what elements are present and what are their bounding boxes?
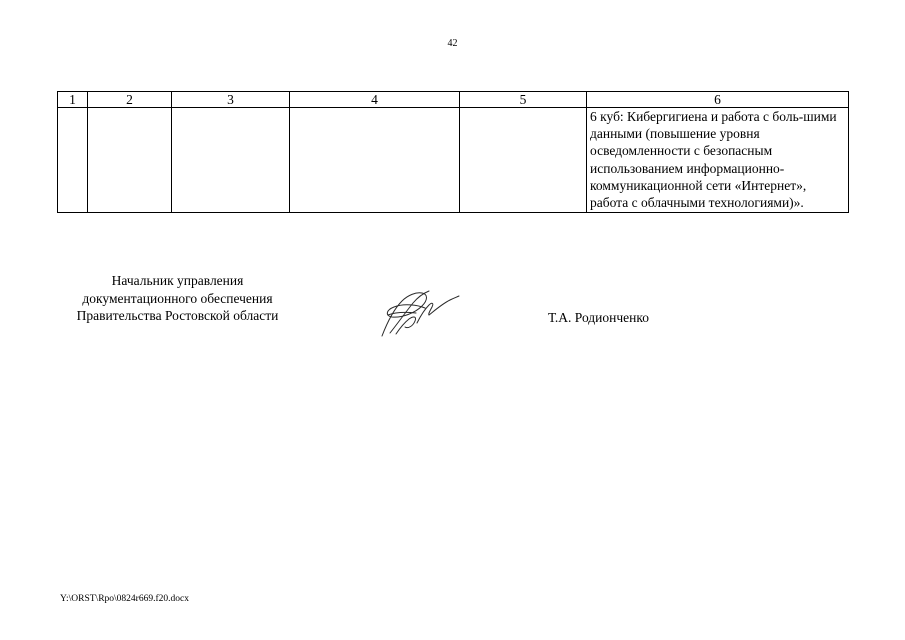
column-header-1: 1 (58, 92, 88, 108)
column-header-3: 3 (172, 92, 290, 108)
table-cell-col-3 (172, 108, 290, 213)
table-cell-col-1 (58, 108, 88, 213)
table-row (58, 108, 849, 213)
column-header-6: 6 (587, 92, 849, 108)
table-cell-col-6: 6 куб: Кибергигиена и работа с боль-шими данными (повышение уровня осведомленности с безопасным использованием информационно-коммуникационной сети «Интернет», работа с облачными технологиями)». (587, 108, 849, 213)
signatory-title-line-2: документационного обеспечения (82, 290, 273, 306)
handwritten-signature-icon (372, 287, 462, 339)
column-header-2: 2 (88, 92, 172, 108)
signatory-name: Т.А. Родионченко (548, 310, 649, 325)
table-cell-col-4 (290, 108, 460, 213)
page-number: 42 (447, 38, 458, 49)
file-path: Y:\ORST\Rpo\0824r669.f20.docx (60, 594, 189, 604)
column-header-4: 4 (290, 92, 460, 108)
table-header-row (58, 92, 849, 108)
table-cell-col-2 (88, 108, 172, 213)
signatory-title-line-1: Начальник управления (111, 273, 244, 288)
signatory-title-line-3: Правительства Ростовской области (76, 308, 279, 323)
table-cell-col-5 (460, 108, 587, 213)
signatory-title (55, 272, 300, 325)
column-header-5: 5 (460, 92, 587, 108)
schedule-table (57, 91, 849, 213)
